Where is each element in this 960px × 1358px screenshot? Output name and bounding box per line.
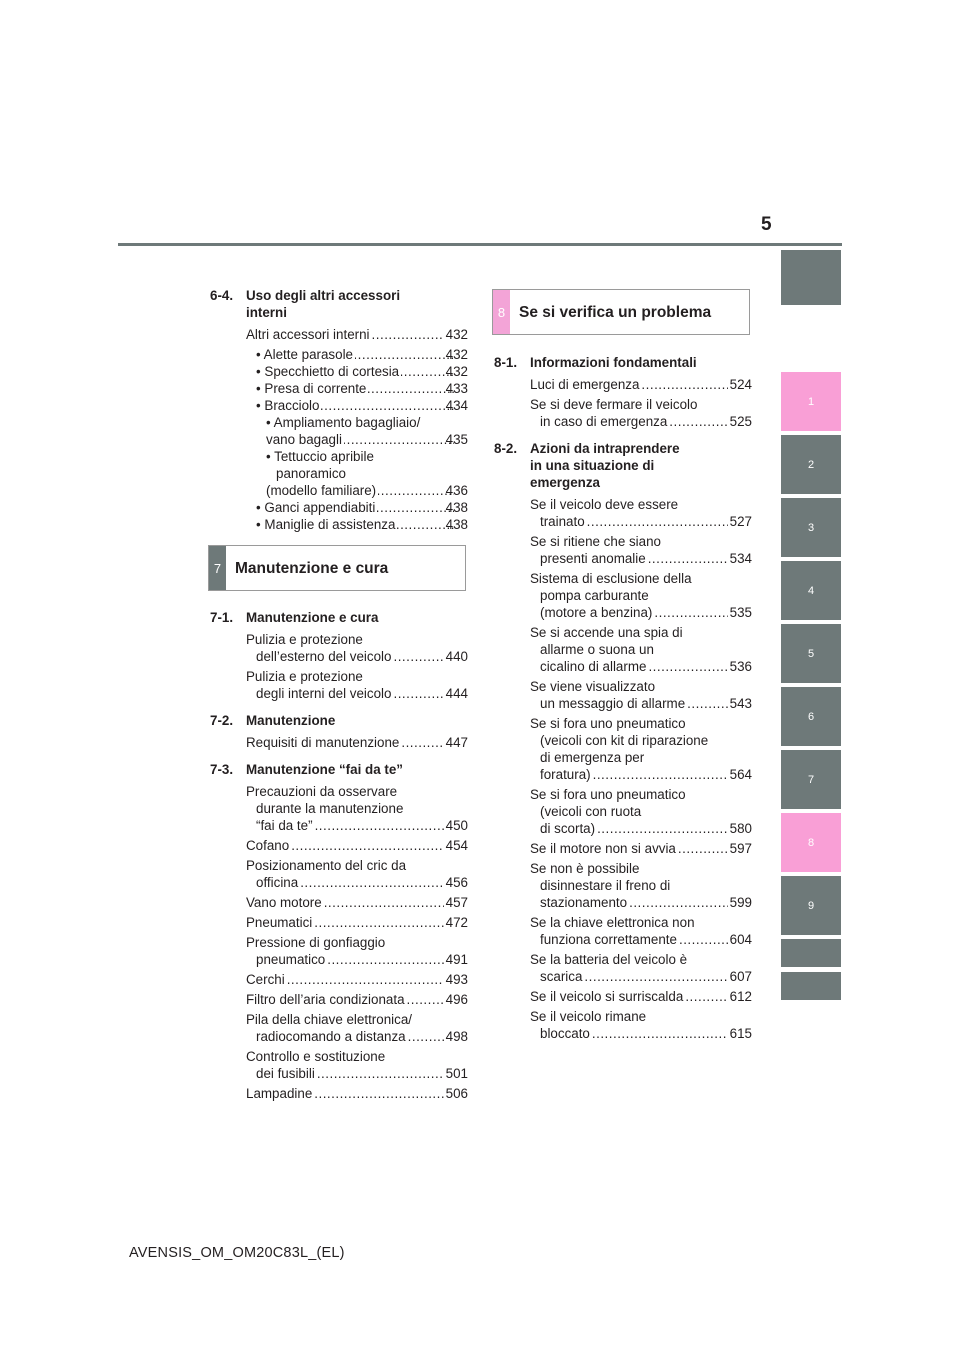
toc-entry[interactable]: Sistema di esclusione della pompa carburante (motore a benzina) ..... 535 xyxy=(530,570,752,621)
header-rule xyxy=(118,243,842,246)
toc-entry[interactable]: Se il veicolo si surriscalda ..... 612 xyxy=(530,988,752,1005)
section-title: 7-3. Manutenzione “fai da te” xyxy=(210,762,403,777)
side-tab-3[interactable]: 3 xyxy=(781,498,841,557)
page-number: 5 xyxy=(761,214,772,235)
chapter-heading-8[interactable] xyxy=(492,289,750,335)
side-tab-blank-small[interactable] xyxy=(781,939,841,967)
toc-bullet[interactable]: • Bracciolo ..... 434 xyxy=(256,397,468,414)
toc-entry[interactable]: Se si accende una spia di allarme o suona un cicalino di allarme ..... 536 xyxy=(530,624,752,675)
side-tab-7[interactable]: 7 xyxy=(781,750,841,809)
side-tab-5[interactable]: 5 xyxy=(781,624,841,683)
toc-entry[interactable]: Precauzioni da osservare durante la manutenzione “fai da te” ..... 450 xyxy=(246,783,468,834)
toc-entry[interactable]: Posizionamento del cric da officina ..... 456 xyxy=(246,857,468,891)
toc-entry[interactable]: Cofano ..... 454 xyxy=(246,837,468,854)
section-title: 6-4. Uso degli altri accessori interni xyxy=(210,288,401,320)
side-tab-8[interactable]: 8 xyxy=(781,813,841,872)
toc-entry[interactable]: Se si ritiene che siano presenti anomalie ..... 534 xyxy=(530,533,752,567)
toc-bullet[interactable]: • Alette parasole ..... 432 xyxy=(256,346,468,363)
toc-entry[interactable]: Pressione di gonfiaggio pneumatico ..... 491 xyxy=(246,934,468,968)
document-code: AVENSIS_OM_OM20C83L_(EL) xyxy=(129,1245,345,1261)
side-tab-9[interactable]: 9 xyxy=(781,876,841,935)
toc-entry[interactable]: Se si fora uno pneumatico (veicoli con kit di riparazione di emergenza per foratura) ..... 564 xyxy=(530,715,752,783)
toc-entry[interactable]: Se la batteria del veicolo è scarica ..... 607 xyxy=(530,951,752,985)
side-tab-6[interactable]: 6 xyxy=(781,687,841,746)
toc-entry[interactable]: Se si fora uno pneumatico (veicoli con ruota di scorta) ..... 580 xyxy=(530,786,752,837)
chapter-number: 8 xyxy=(493,290,510,334)
side-tab-2[interactable]: 2 xyxy=(781,435,841,494)
toc-bullet[interactable]: • Ampliamento bagagliaio/ vano bagagli ..... 435 xyxy=(256,414,468,448)
toc-bullet[interactable]: • Maniglie di assistenza ..... 438 xyxy=(256,516,468,533)
toc-bullet[interactable]: • Specchietto di cortesia ..... 432 xyxy=(256,363,468,380)
chapter-title: Manutenzione e cura xyxy=(235,559,389,577)
toc-entry[interactable]: Filtro dell’aria condizionata ..... 496 xyxy=(246,991,468,1008)
toc-entry[interactable]: Se il veicolo deve essere trainato ..... 527 xyxy=(530,496,752,530)
toc-column-right xyxy=(494,289,752,1045)
toc-entry[interactable]: Lampadine ..... 506 xyxy=(246,1085,468,1102)
toc-entry[interactable]: Vano motore ..... 457 xyxy=(246,894,468,911)
toc-entry[interactable]: Se si deve fermare il veicolo in caso di emergenza ..... 525 xyxy=(530,396,752,430)
section-title: 7-2. Manutenzione xyxy=(210,713,336,728)
chapter-heading-7[interactable] xyxy=(208,545,466,591)
toc-bullet[interactable]: • Presa di corrente ..... 433 xyxy=(256,380,468,397)
toc-entry[interactable]: Pulizia e protezione dell’esterno del veicolo ..... 440 xyxy=(246,631,468,665)
side-tab-blank[interactable] xyxy=(781,250,841,305)
side-tab-blank-bottom[interactable] xyxy=(781,972,841,1000)
side-tab-4[interactable]: 4 xyxy=(781,561,841,620)
section-title: 8-2. Azioni da intraprendere in una situazione di emergenza xyxy=(494,441,680,490)
toc-bullet[interactable]: • Ganci appendiabiti ..... 438 xyxy=(256,499,468,516)
section-title: 8-1. Informazioni fondamentali xyxy=(494,355,697,370)
toc-entry[interactable]: Se il motore non si avvia ..... 597 xyxy=(530,840,752,857)
toc-entry[interactable]: Se non è possibile disinnestare il freno di stazionamento ..... 599 xyxy=(530,860,752,911)
toc-entry[interactable]: Requisiti di manutenzione ..... 447 xyxy=(246,734,468,751)
toc-entry[interactable]: Pulizia e protezione degli interni del veicolo ..... 444 xyxy=(246,668,468,702)
chapter-title: Se si verifica un problema xyxy=(519,303,712,321)
toc-entry[interactable]: Luci di emergenza ..... 524 xyxy=(530,376,752,393)
toc-column-left xyxy=(210,287,468,1105)
chapter-number: 7 xyxy=(209,546,226,590)
side-tab-1[interactable]: 1 xyxy=(781,372,841,431)
toc-bullet[interactable]: • Tettuccio apribile panoramico (modello familiare) ..... 436 xyxy=(256,448,468,499)
section-title: 7-1. Manutenzione e cura xyxy=(210,610,379,625)
toc-entry[interactable]: Altri accessori interni ..... 432 xyxy=(246,326,468,343)
toc-entry[interactable]: Pila della chiave elettronica/ radiocomando a distanza ..... 498 xyxy=(246,1011,468,1045)
toc-entry[interactable]: Controllo e sostituzione dei fusibili ..... 501 xyxy=(246,1048,468,1082)
toc-entry[interactable]: Se il veicolo rimane bloccato ..... 615 xyxy=(530,1008,752,1042)
toc-entry[interactable]: Se viene visualizzato un messaggio di allarme ..... 543 xyxy=(530,678,752,712)
toc-entry[interactable]: Pneumatici ..... 472 xyxy=(246,914,468,931)
toc-entry[interactable]: Se la chiave elettronica non funziona correttamente ..... 604 xyxy=(530,914,752,948)
toc-entry[interactable]: Cerchi ..... 493 xyxy=(246,971,468,988)
